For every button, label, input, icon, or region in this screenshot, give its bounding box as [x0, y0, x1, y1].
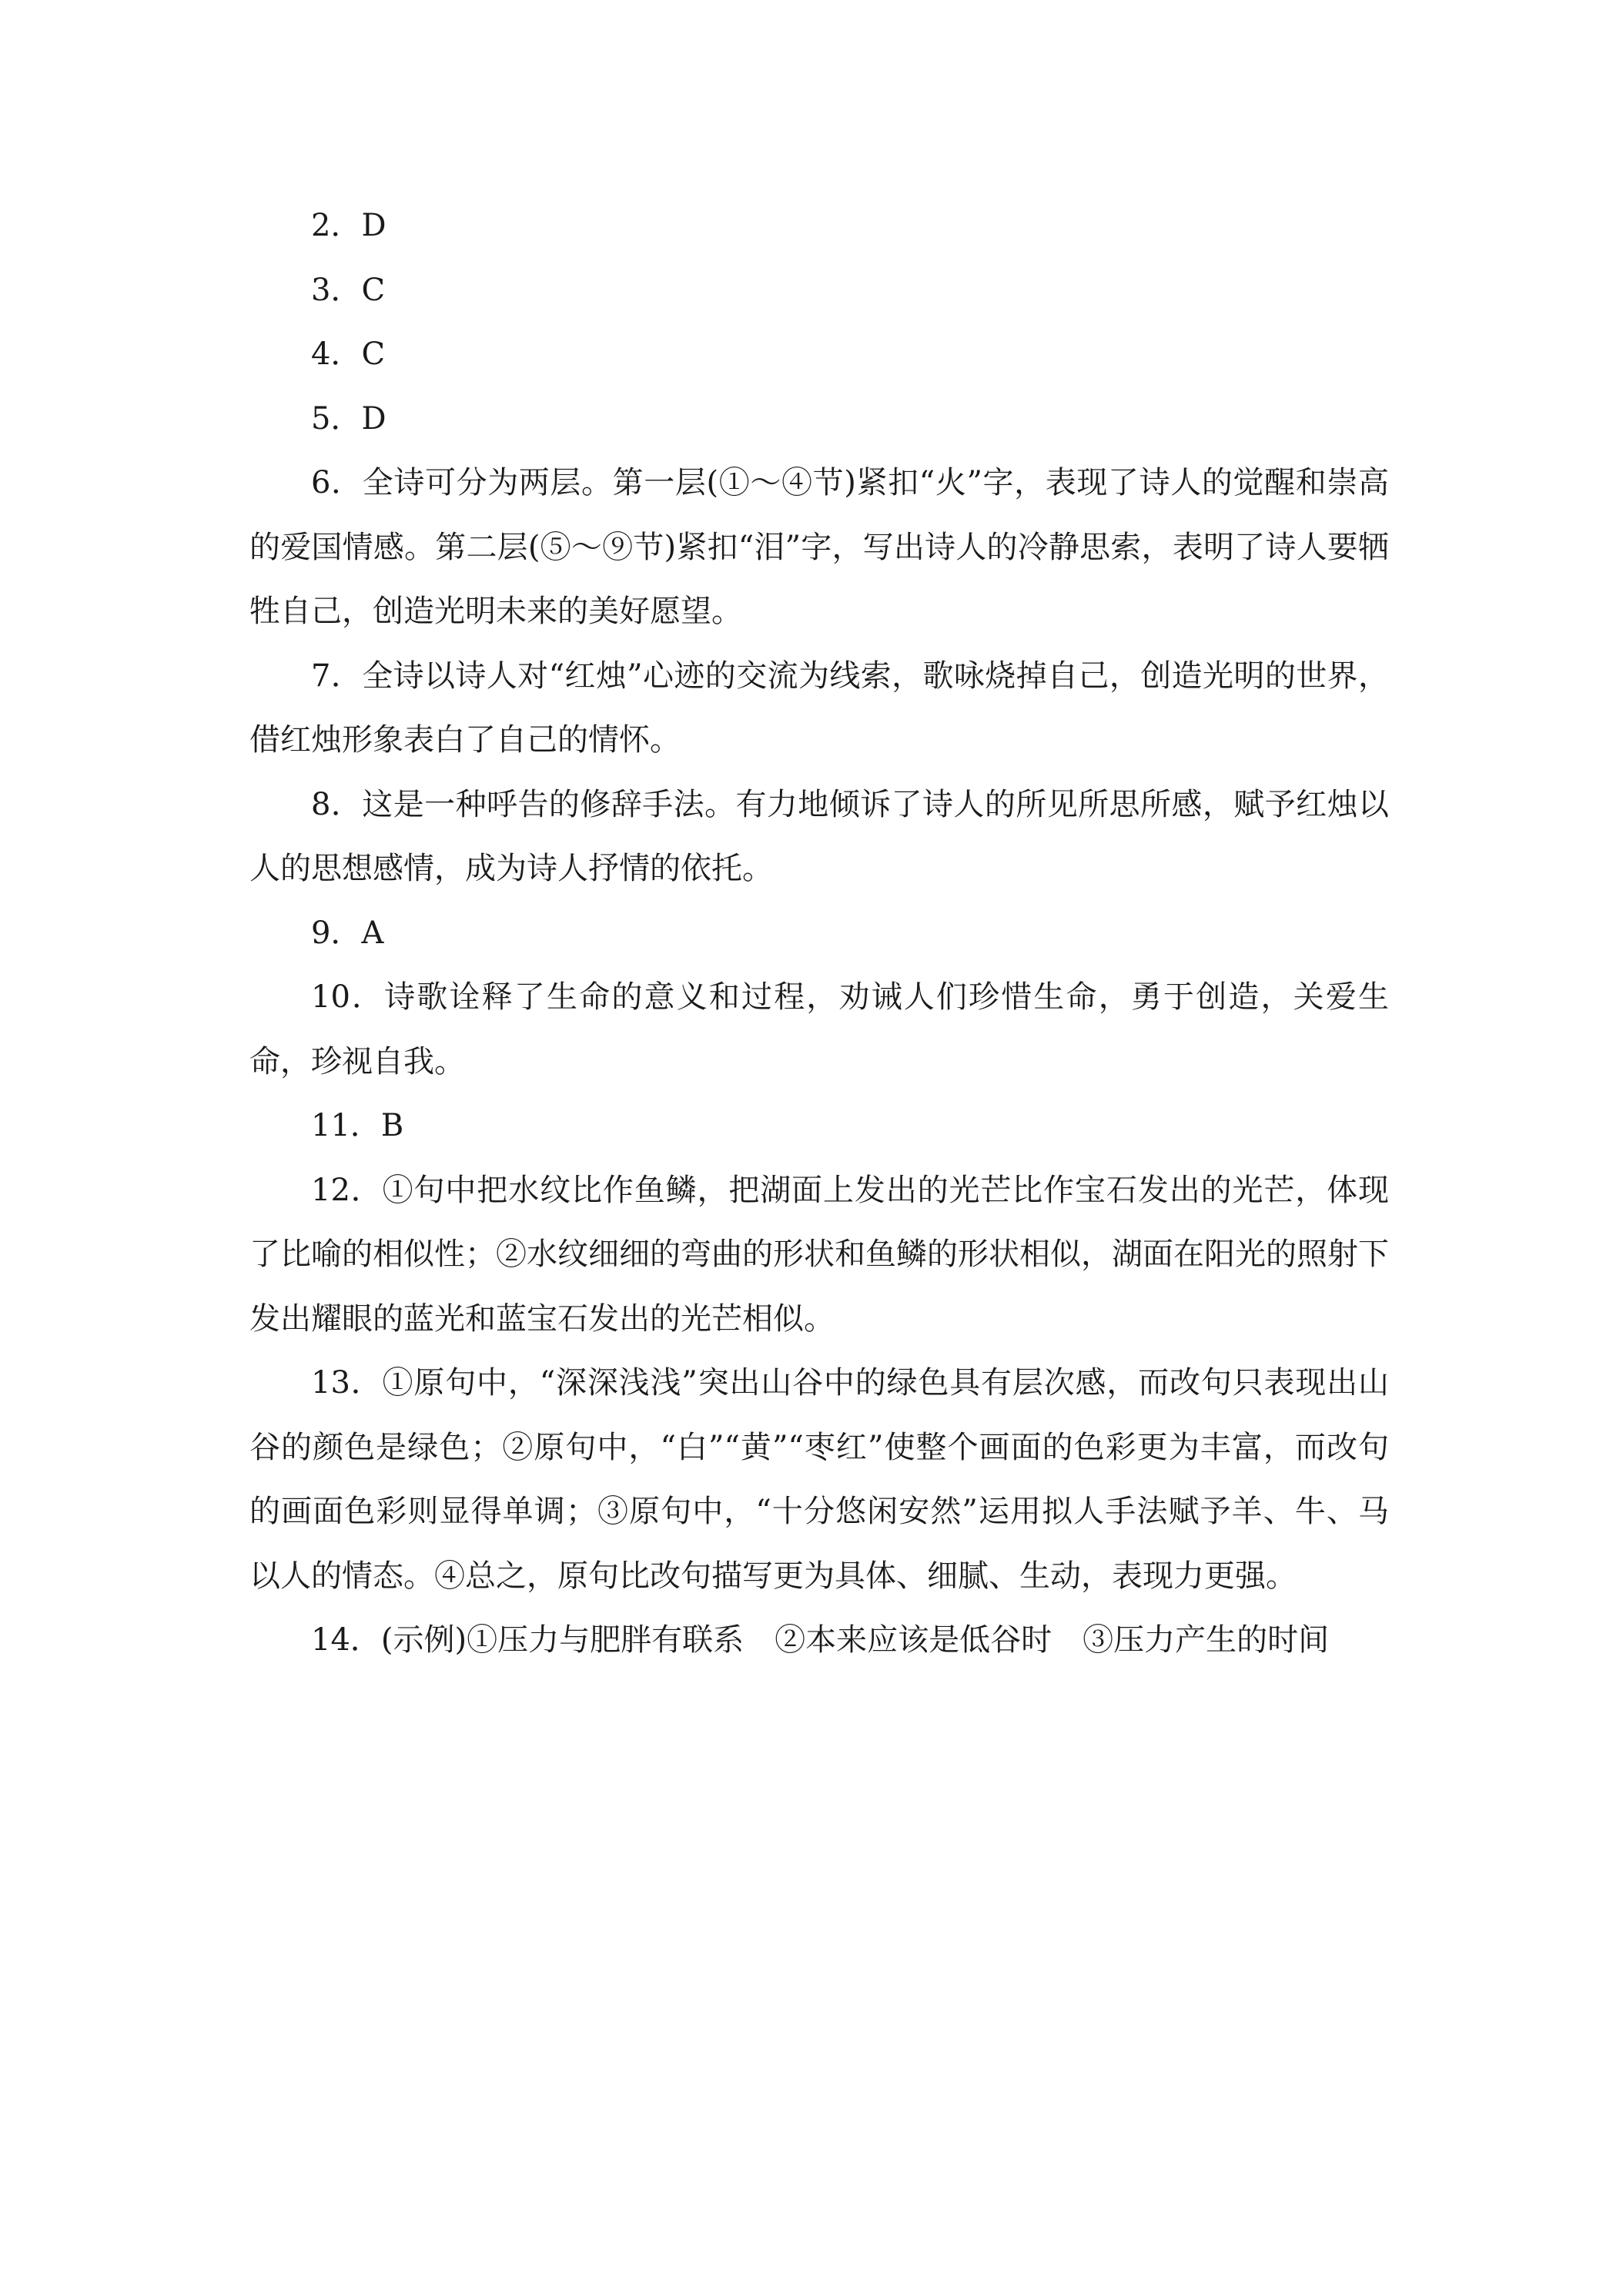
answer-8: 8．这是一种呼告的修辞手法。有力地倾诉了诗人的所见所思所感，赋予红烛以人的思想感情，成为诗人抒情的依托。 [249, 786, 1389, 886]
answer-5: 5．D [311, 400, 387, 437]
answer-14: 14．(示例)①压力与肥胖有联系 ②本来应该是低谷时 ③压力产生的时间 [311, 1622, 1330, 1658]
answer-11: 11．B [311, 1108, 404, 1143]
answer-9: 9．A [311, 915, 384, 951]
answer-7: 7．全诗以诗人对“红烛”心迹的交流为线索，歌咏烧掉自己，创造光明的世界，借红烛形象表白了自己的情怀。 [249, 658, 1389, 758]
answer-4: 4．C [311, 336, 386, 372]
answer-13: 13．①原句中，“深深浅浅”突出山谷中的绿色具有层次感，而改句只表现出山谷的颜色是绿色；②原句中，“白”“黄”“枣红”使整个画面的色彩更为丰富，而改句的画面色彩则显得单调；③原句中，“十分悠闲安然”运用拟人手法赋予羊、牛、马以人的情态。④总之，原句比改句描写更为具体、细腻、生动，表现力更强。 [249, 1365, 1389, 1594]
answer-2: 2．D [311, 208, 387, 243]
answer-6: 6．全诗可分为两层。第一层(①～④节)紧扣“火”字，表现了诗人的觉醒和崇高的爱国情感。第二层(⑤～⑨节)紧扣“泪”字，写出诗人的冷静思索，表明了诗人要牺牲自己，创造光明未来的美好愿望。 [249, 465, 1389, 629]
answer-3: 3．C [311, 272, 386, 308]
answer-10: 10．诗歌诠释了生命的意义和过程，劝诫人们珍惜生命，勇于创造，关爱生命，珍视自我。 [249, 979, 1389, 1079]
answer-12: 12．①句中把水纹比作鱼鳞，把湖面上发出的光芒比作宝石发出的光芒，体现了比喻的相似性；②水纹细细的弯曲的形状和鱼鳞的形状相似，湖面在阳光的照射下发出耀眼的蓝光和蓝宝石发出的光芒相似。 [249, 1172, 1389, 1337]
answer-list [249, 194, 1389, 1673]
